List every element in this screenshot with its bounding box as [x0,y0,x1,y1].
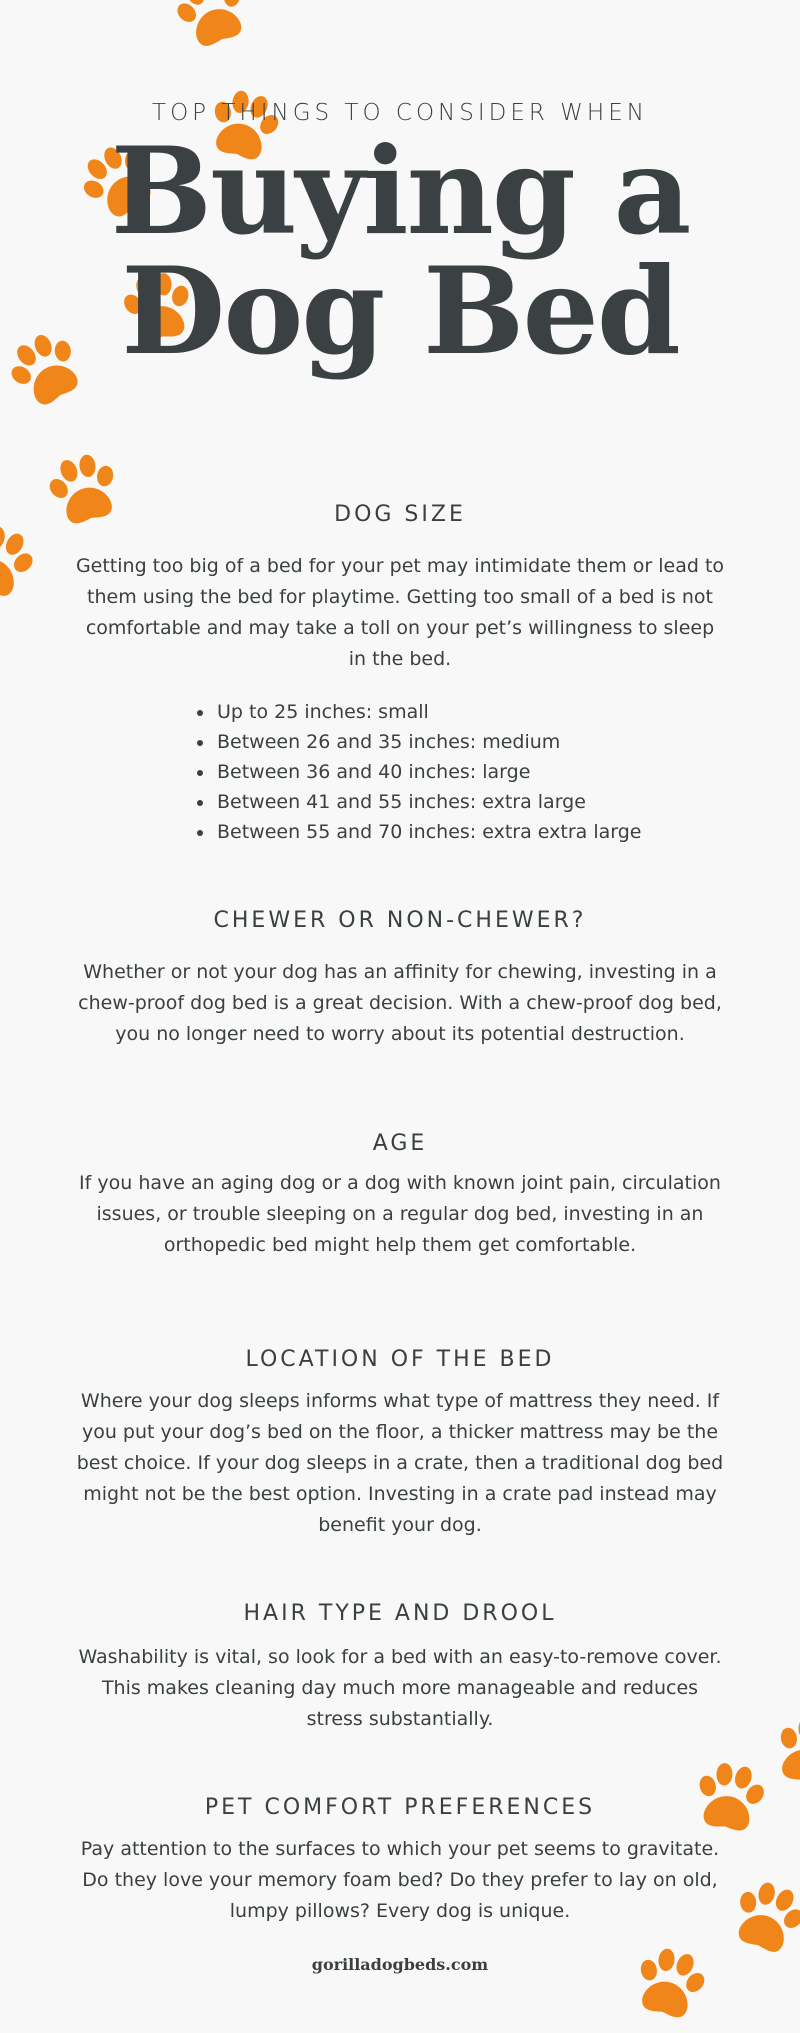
size-list [215,697,715,847]
list-item: • Up to 25 inches: small [215,697,715,727]
section-title: DOG SIZE [0,502,800,527]
title-line-1: Buying a [0,132,800,252]
section-title: AGE [0,1131,800,1156]
page-header [0,100,800,372]
list-item: • Between 41 and 55 inches: extra large [215,787,715,817]
section-body: Washability is vital, so look for a bed with an easy-to-remove cover. This makes cleaning day much more manageable and reduces stress substantially. [75,1642,725,1735]
section-comfort [0,1795,800,1927]
section-location [0,1347,800,1541]
section-title: PET COMFORT PREFERENCES [0,1795,800,1820]
section-hair-drool [0,1601,800,1735]
paw-print-icon [161,0,264,63]
section-body: Whether or not your dog has an affinity for chewing, investing in a chew-proof dog bed is a great decision. With a chew-proof dog bed, you no longer need to worry about its potential destruction. [75,957,725,1050]
section-title: LOCATION OF THE BED [0,1347,800,1372]
list-item: • Between 26 and 35 inches: medium [215,727,715,757]
section-age [0,1131,800,1261]
list-item: • Between 36 and 40 inches: large [215,757,715,787]
section-chewer [0,908,800,1050]
title-line-2: Dog Bed [0,252,800,372]
section-body: If you have an aging dog or a dog with known joint pain, circulation issues, or trouble sleeping on a regular dog bed, investing in an orthopedic bed might help them get comfortable. [75,1168,725,1261]
section-dog-size [0,502,800,847]
section-body: Pay attention to the surfaces to which your pet seems to gravitate. Do they love your memory foam bed? Do they prefer to lay on old, lumpy pillows? Every dog is unique. [75,1834,725,1927]
section-body: Getting too big of a bed for your pet may intimidate them or lead to them using the bed for playtime. Getting too small of a bed is not comfortable and may take a toll on your pet’s willingness to sleep in the bed. [75,551,725,675]
list-item: • Between 55 and 70 inches: extra extra large [215,817,715,847]
section-title: CHEWER OR NON-CHEWER? [0,908,800,933]
section-body: Where your dog sleeps informs what type of mattress they need. If you put your dog’s bed on the floor, a thicker mattress may be the best choice. If your dog sleeps in a crate, then a traditional dog bed might not be the best option. Investing in a crate pad instead may benefit your dog. [75,1386,725,1541]
page-title [0,132,800,372]
paw-print-icon [621,1935,719,2033]
section-title: HAIR TYPE AND DROOL [0,1601,800,1626]
footer-site-link[interactable]: gorilladogbeds.com [0,1955,800,1974]
header-kicker: TOP THINGS TO CONSIDER WHEN [0,100,800,126]
